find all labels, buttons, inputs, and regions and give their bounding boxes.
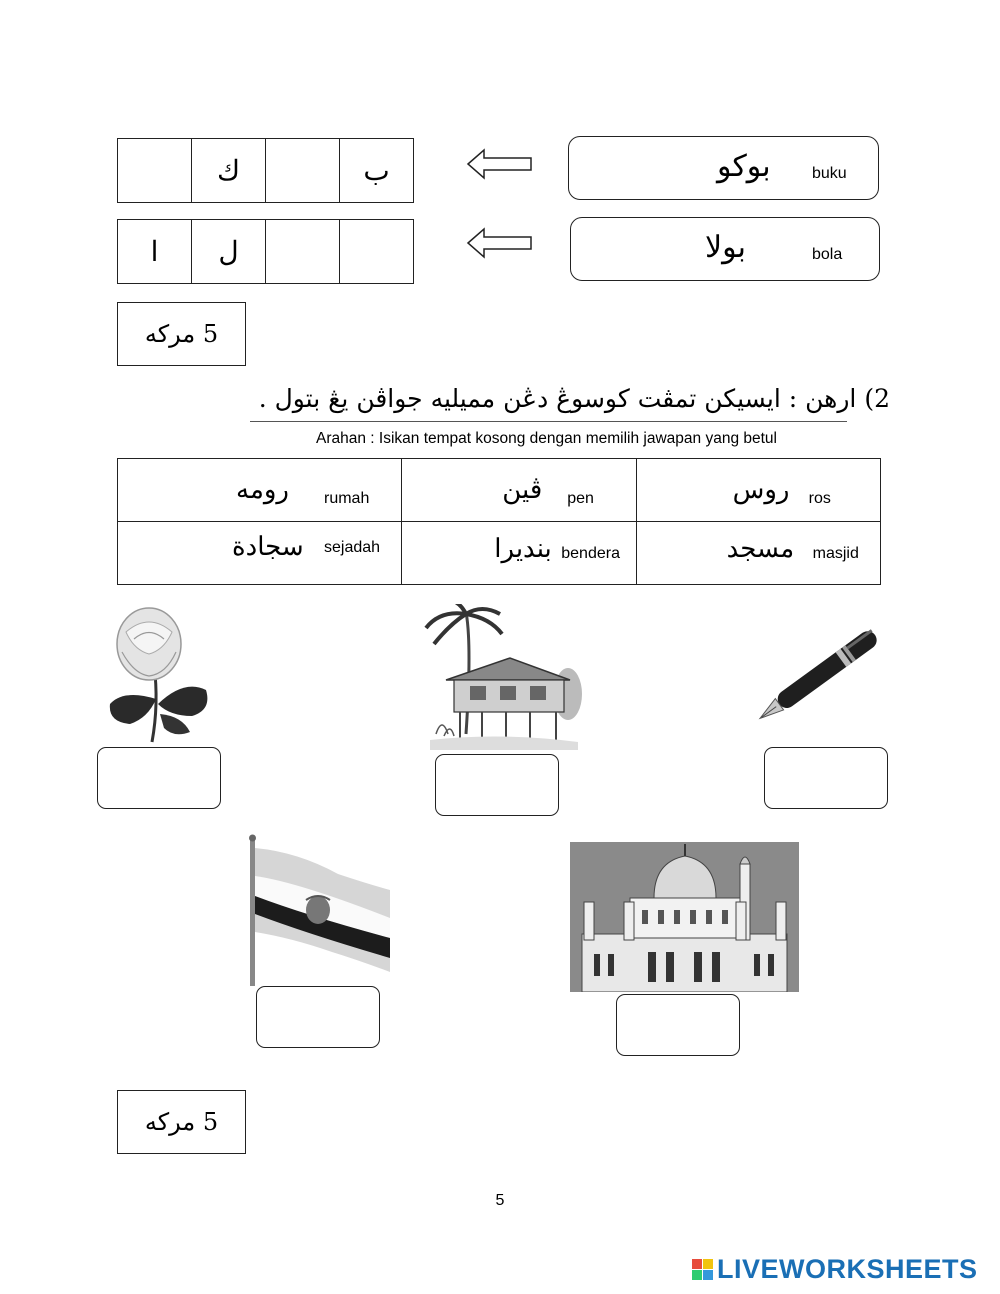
answer-box-flag[interactable]	[256, 986, 380, 1048]
answer-box-rose[interactable]	[97, 747, 221, 809]
flag-image	[248, 834, 394, 986]
word-rumi: buku	[812, 165, 847, 182]
word-jawi: سجادة	[232, 532, 304, 562]
marks-box-2: 5 مركه	[117, 1090, 246, 1154]
rose-image	[104, 604, 216, 744]
table-row	[118, 522, 881, 585]
letter-cell[interactable]	[118, 139, 191, 202]
word-rumi: sejadah	[324, 539, 381, 556]
word-jawi: بوكو	[717, 149, 771, 184]
word-jawi: ڤين	[502, 475, 543, 505]
letter-cell[interactable]	[265, 139, 339, 202]
arrow-left-icon	[466, 146, 534, 182]
word-jawi: مسجد	[726, 534, 795, 564]
word-cell	[118, 522, 402, 585]
marks-box-1: 5 مركه	[117, 302, 246, 366]
word-box-2	[570, 217, 880, 281]
arrow-left-icon	[466, 225, 534, 261]
pen-image	[748, 606, 908, 732]
instruction-underline	[250, 421, 847, 422]
instruction-rumi: Arahan : Isikan tempat kosong dengan memilih jawapan yang betul	[316, 430, 777, 447]
answer-box-pen[interactable]	[764, 747, 888, 809]
letter-cell[interactable]: ك	[191, 139, 265, 202]
answer-box-house[interactable]	[435, 754, 559, 816]
letter-cell[interactable]	[339, 220, 413, 283]
logo-icon	[692, 1259, 713, 1280]
letter-grid-2	[117, 219, 414, 284]
word-rumi: rumah	[324, 490, 370, 507]
word-rumi: masjid	[812, 545, 859, 562]
answer-box-mosque[interactable]	[616, 994, 740, 1056]
liveworksheets-logo[interactable]	[692, 1254, 978, 1285]
word-rumi: bendera	[561, 545, 620, 562]
word-rumi: ros	[808, 490, 831, 507]
word-cell	[118, 459, 402, 522]
word-rumi: pen	[567, 490, 594, 507]
letter-cell[interactable]: ل	[191, 220, 265, 283]
word-jawi: رومه	[236, 475, 289, 505]
word-bank-table	[117, 458, 881, 585]
word-jawi: روس	[732, 475, 790, 505]
word-box-1	[568, 136, 879, 200]
instruction-jawi: 2) ارهن : ايسيكن تمڤت كوسوڠ دڠن مميليه جواڤن يڠ بتول .	[258, 384, 890, 413]
word-jawi: بولا	[705, 230, 746, 265]
page-number: 5	[495, 1192, 505, 1209]
word-cell	[402, 522, 636, 585]
word-jawi: بنديرا	[494, 534, 552, 564]
word-cell	[636, 522, 880, 585]
table-row	[118, 459, 881, 522]
letter-cell[interactable]: ا	[150, 235, 159, 268]
letter-cell[interactable]	[265, 220, 339, 283]
letter-cell[interactable]: ب	[339, 139, 413, 202]
word-cell	[636, 459, 880, 522]
mosque-image	[570, 842, 799, 992]
house-image	[420, 604, 582, 752]
word-rumi: bola	[812, 246, 843, 263]
word-cell	[402, 459, 636, 522]
logo-text: LIVEWORKSHEETS	[717, 1254, 978, 1284]
letter-grid-1	[117, 138, 414, 203]
